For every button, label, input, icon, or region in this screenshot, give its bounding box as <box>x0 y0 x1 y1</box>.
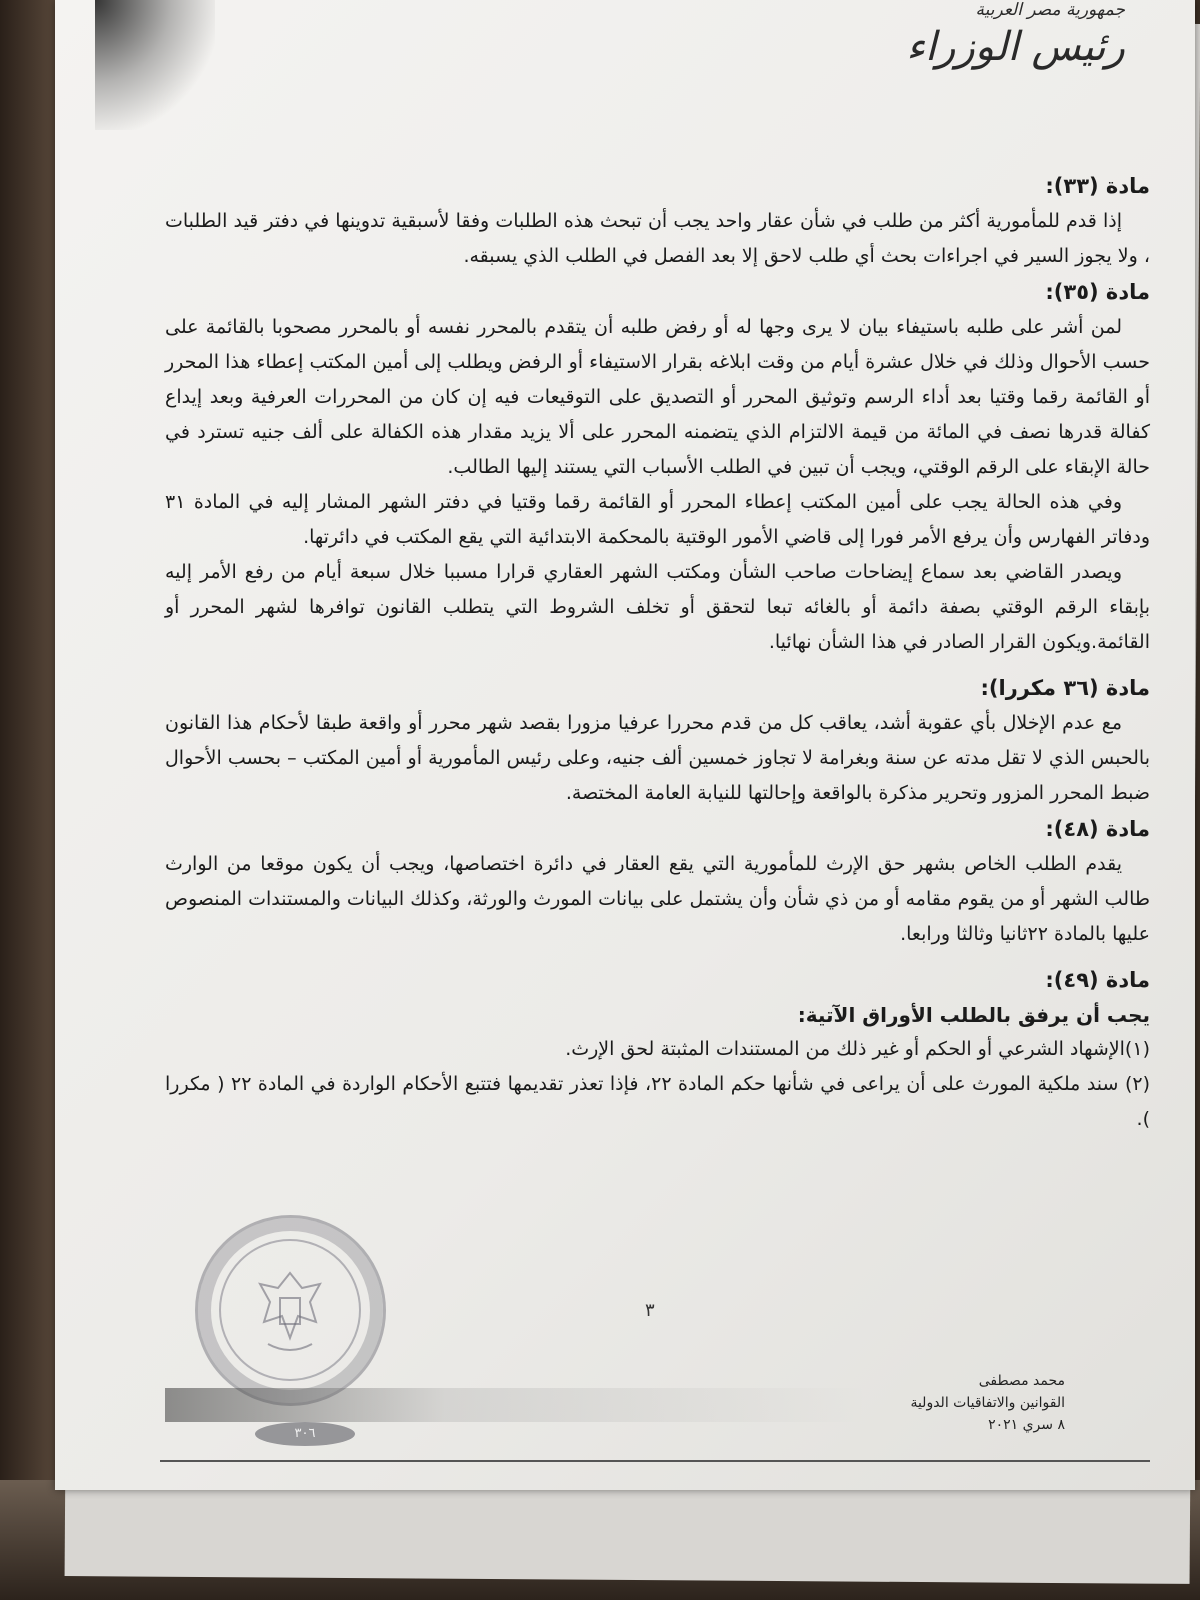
document-page <box>55 0 1195 1490</box>
reference-stamp: ٣٠٦ <box>255 1422 355 1446</box>
article-49-subheading: يجب أن يرفق بالطلب الأوراق الآتية: <box>797 1003 1150 1027</box>
letterhead-country: جمهورية مصر العربية <box>975 0 1125 20</box>
letterhead-office: رئيس الوزراء <box>906 24 1125 70</box>
document-body <box>165 168 1150 1137</box>
signature-block <box>910 1370 1065 1436</box>
article-35-paragraph-1: لمن أشر على طلبه باستيفاء بيان لا يرى وجها له أو رفض طلبه أن يتقدم بالمحرر نفسه أو بالمحرر مصحوبا بالقائمة على حسب الأحوال وذلك في خلال عشرة أيام من وقت ابلاغه بقرار الاستيفاء أو الرفض ويطلب إلى أمين المكتب إعطاء هذا المحرر أو القائمة رقما وقتيا بعد أداء الرسم وتوثيق المحرر أو التصديق على التوقيعات فيه إن كان من المحررات العرفية وبعد إيداع كفالة قدرها نصف في المائة من قيمة الالتزام الذي يتضمنه المحرر على ألا يزيد مقدار هذه الكفالة على ألف جنيه تسترد في حالة الإبقاء على الرقم الوقتي، ويجب أن تبين في الطلب الأسباب التي يستند إليها الطالب. <box>165 316 1150 478</box>
article-36bis-paragraph: مع عدم الإخلال بأي عقوبة أشد، يعاقب كل من قدم محررا عرفيا مزورا بقصد شهر محرر أو واقعة طبقا لأحكام هذا القانون بالحبس الذي لا تقل مدته عن سنة وبغرامة لا تجاوز خمسين ألف جنيه، وعلى رئيس المأمورية أو أمين المكتب – بحسب الأحوال ضبط المحرر المزور وتحرير مذكرة بالواقعة وإحالتها للنيابة العامة المختصة. <box>165 712 1150 804</box>
article-36bis-title: مادة (٣٦ مكررا): <box>980 676 1150 700</box>
article-48-title: مادة (٤٨): <box>1045 817 1150 841</box>
signatory-department: القوانين والاتفاقيات الدولية <box>910 1395 1065 1411</box>
article-49-item-2: (٢) سند ملكية المورث على أن يراعى في شأنها حكم المادة ٢٢، فإذا تعذر تقديمها فتتبع الأحكام الواردة في المادة ٢٢ ( مكررا ). <box>165 1073 1150 1130</box>
document-date: ٨ سري ٢٠٢١ <box>988 1417 1065 1433</box>
article-35-paragraph-2: وفي هذه الحالة يجب على أمين المكتب إعطاء المحرر أو القائمة رقما وقتيا في دفتر الشهر المشار إليه في المادة ٣١ ودفاتر الفهارس وأن يرفع الأمر فورا إلى قاضي الأمور الوقتية بالمحكمة الابتدائية التي يقع المكتب في دائرتها. <box>165 491 1150 548</box>
page-number: ٣ <box>645 1300 655 1321</box>
article-35-paragraph-3: ويصدر القاضي بعد سماع إيضاحات صاحب الشأن ومكتب الشهر العقاري قرارا مسببا خلال سبعة أيام من رفع الأمر إليه بإبقاء الرقم الوقتي بصفة دائمة أو بالغائه تبعا لتحقق أو تخلف الشروط التي يتطلب القانون توافرها لشهر المحرر أو القائمة.ويكون القرار الصادر في هذا الشأن نهائيا. <box>165 561 1150 653</box>
article-49-title: مادة (٤٩): <box>1045 968 1150 992</box>
signatory-name: محمد مصطفى <box>978 1373 1065 1389</box>
letterhead <box>906 0 1125 70</box>
article-49-item-1: (١)الإشهاد الشرعي أو الحكم أو غير ذلك من المستندات المثبتة لحق الإرث. <box>565 1038 1150 1060</box>
eagle-seal-icon <box>195 1215 386 1406</box>
article-48-paragraph: يقدم الطلب الخاص بشهر حق الإرث للمأمورية التي يقع العقار في دائرة اختصاصها، ويجب أن يكون موقعا من الوارث طالب الشهر أو من يقوم مقامه أو من ذي شأن وأن يشتمل على بيانات المورث والورثة، وكذلك البيانات والمستندات المنصوص عليها بالمادة ٢٢ثانيا وثالثا ورابعا. <box>165 853 1150 945</box>
background-table <box>0 0 60 1600</box>
article-35-title: مادة (٣٥): <box>1045 280 1150 304</box>
scan-smudge <box>165 1388 865 1422</box>
article-33-paragraph: إذا قدم للمأمورية أكثر من طلب في شأن عقار واحد يجب أن تبحث هذه الطلبات وفقا لأسبقية تدوينها في دفتر قيد الطلبات ، ولا يجوز السير في اجراءات بحث أي طلب لاحق إلا بعد الفصل في الطلب الذي يسبقه. <box>165 210 1150 267</box>
article-33-title: مادة (٣٣): <box>1045 174 1150 198</box>
footer-divider <box>160 1460 1150 1462</box>
scan-shadow <box>95 0 215 130</box>
